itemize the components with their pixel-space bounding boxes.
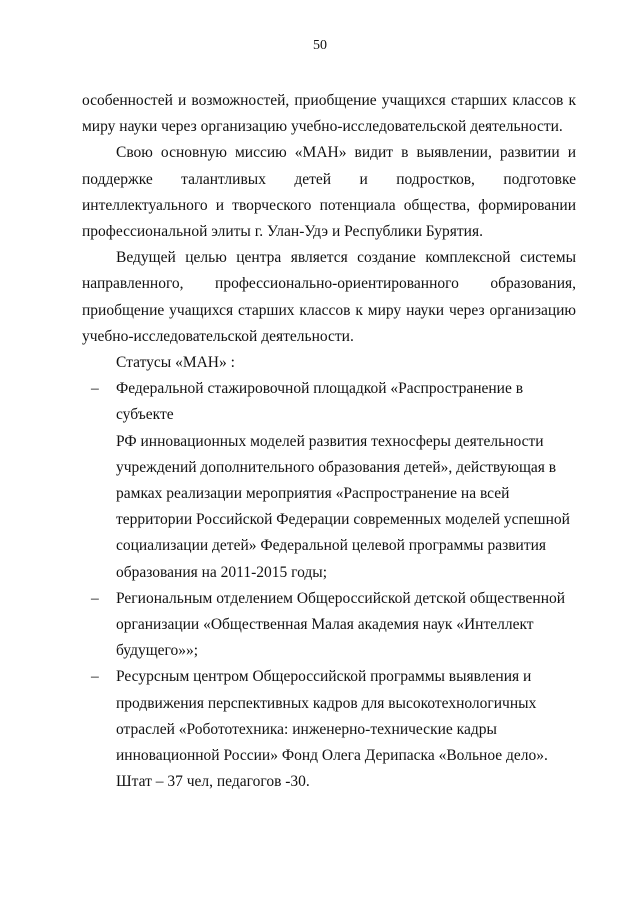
intro-line-1: особенностей и возможностей, приобщение учащихся старших классов к (82, 92, 576, 109)
mission-line-4: профессиональной элиты г. Улан-Удэ и Республики Бурятия. (82, 223, 483, 241)
goal-line-3: приобщение учащихся старших классов к миру науки через организацию (82, 301, 576, 319)
list-item-line: инновационной России» Фонд Олега Дерипаска «Вольное дело». (116, 747, 548, 765)
intro-paragraph (82, 88, 576, 140)
statuses-list (82, 376, 576, 769)
list-item-line: РФ инновационных моделей развития техносферы деятельности (116, 432, 544, 450)
list-item-line: территории Российской Федерации современных моделей успешной (116, 511, 570, 529)
goal-line-2: направленного, профессионально-ориентированного образования, (82, 275, 576, 293)
mission-paragraph (82, 140, 576, 245)
goal-paragraph (82, 245, 576, 350)
dash-bullet: – (91, 589, 99, 607)
dash-bullet: – (91, 380, 99, 398)
list-item-line: образования на 2011-2015 годы; (116, 563, 328, 581)
list-item-line: продвижения перспективных кадров для высокотехнологичных (116, 694, 537, 712)
list-item-line: социализации детей» Федеральной целевой программы развития (116, 537, 547, 555)
mission-line-2: поддержке талантливых детей и подростков, подготовке (82, 170, 576, 188)
list-item-line: организации «Общественная Малая академия наук «Интеллект (116, 616, 534, 634)
page-number: 50 (313, 38, 327, 53)
list-item (82, 376, 576, 586)
list-item (82, 664, 576, 769)
mission-line-3: интеллектуального и творческого потенциала общества, формировании (82, 196, 576, 214)
intro-line-2: миру науки через организацию учебно-исследовательской деятельности. (82, 118, 563, 136)
list-item-line: Ресурсным центром Общероссийской программы выявления и (116, 668, 532, 686)
document-body (82, 88, 576, 795)
staff-line: Штат – 37 чел, педагогов -30. (116, 773, 310, 791)
mission-line-1: Свою основную миссию «МАН» видит в выявлении, развитии и (116, 144, 576, 162)
goal-line-4: учебно-исследовательской деятельности. (82, 327, 354, 345)
list-item (82, 586, 576, 665)
statuses-heading: Статусы «МАН» : (116, 354, 235, 372)
goal-line-1: Ведущей целью центра является создание комплексной системы (116, 249, 576, 267)
list-item-line: учреждений дополнительного образования детей», действующая в (116, 458, 557, 476)
list-item-line: будущего»»; (116, 642, 199, 660)
list-item-line: Региональным отделением Общероссийской детской общественной (116, 589, 566, 607)
list-item-line: рамках реализации мероприятия «Распространение на всей (116, 485, 510, 503)
dash-bullet: – (91, 668, 99, 686)
list-item-line: Федеральной стажировочной площадкой «Распространение в субъекте (116, 380, 524, 424)
list-item-line: отраслей «Робототехника: инженерно-технические кадры (116, 720, 497, 738)
